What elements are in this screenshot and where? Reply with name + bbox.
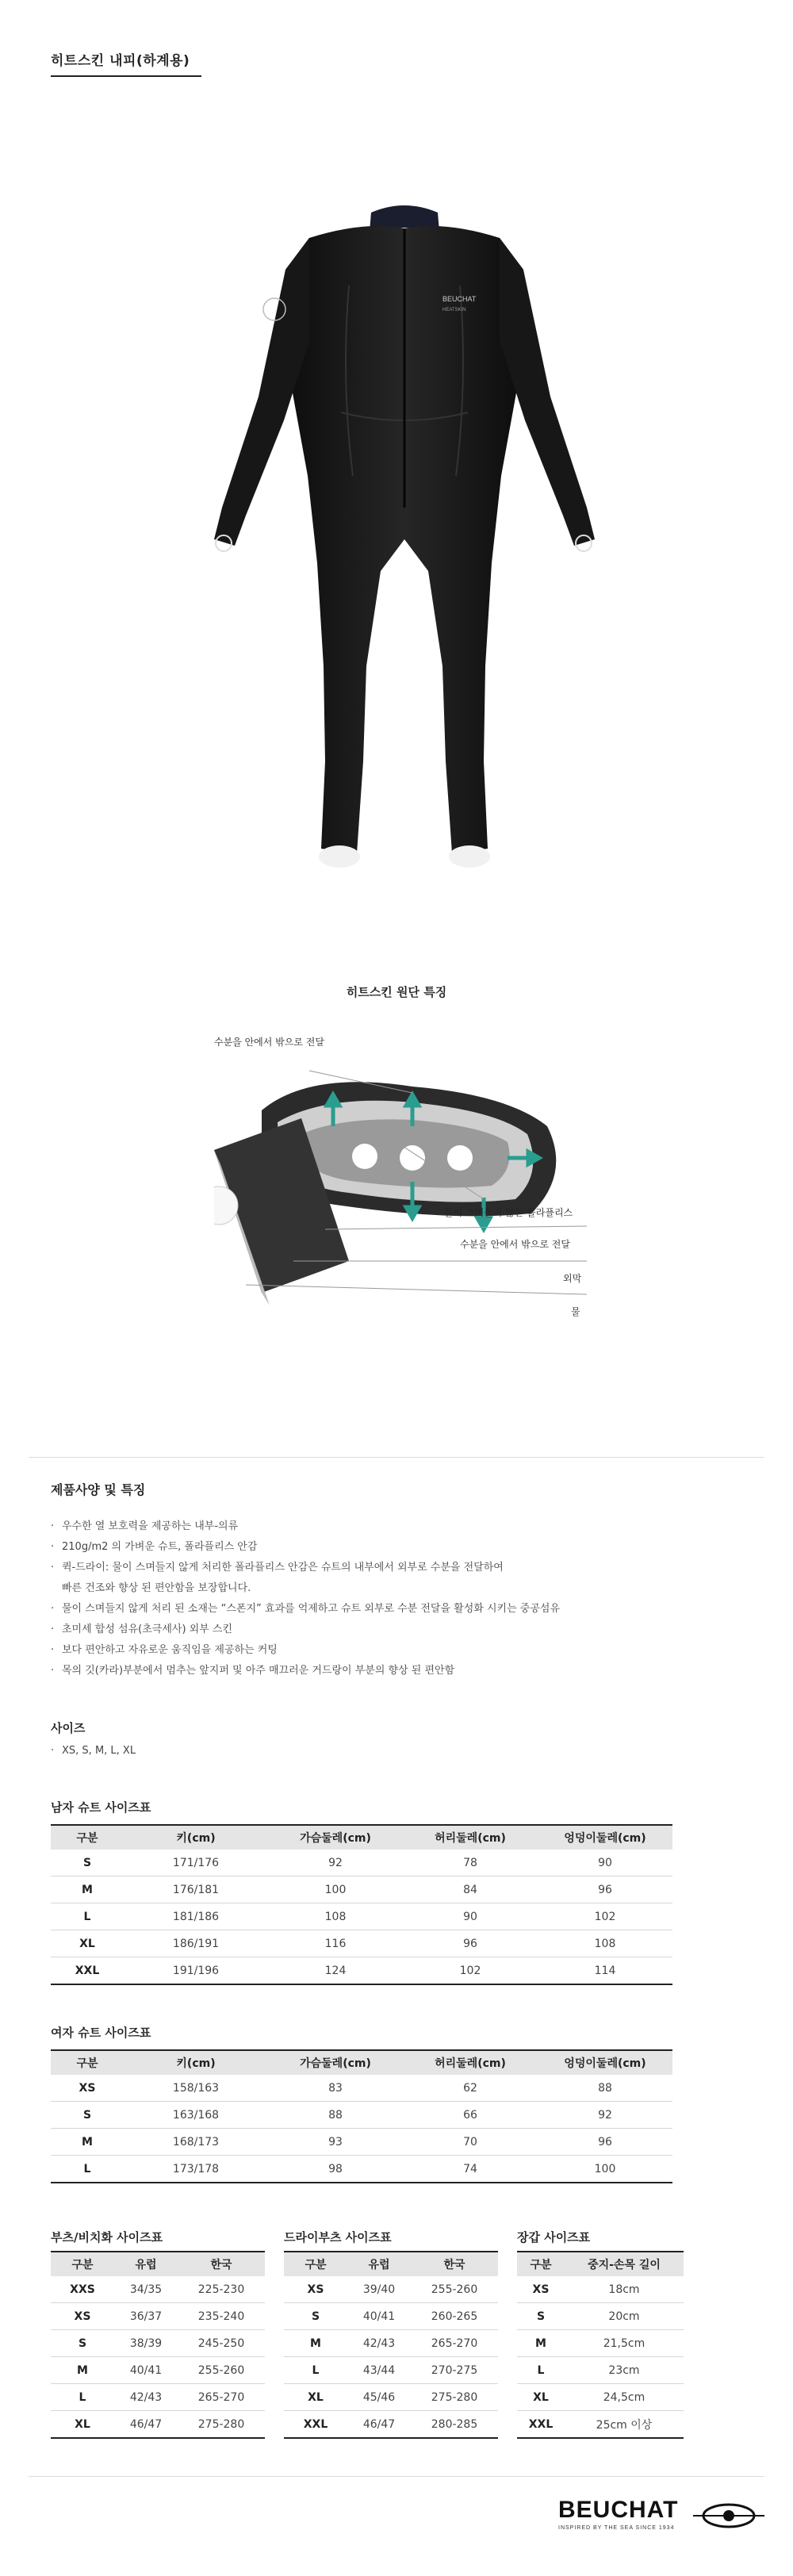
specs-title: 제품사양 및 특징 [51,1482,146,1497]
table-cell: 92 [538,2102,672,2129]
table-cell: 20cm [565,2303,684,2330]
table-cell: 168/173 [124,2129,268,2156]
table-cell: 84 [403,1876,538,1903]
table-cell: XXL [517,2411,565,2439]
table-row [51,2330,265,2357]
spec-item: 빠른 건조와 향상 된 편안함을 보장합니다. [62,1582,251,1594]
table-cell: 96 [403,1930,538,1957]
col-header: 가슴둘레(cm) [268,2050,403,2075]
fabric-title: 히트스킨 원단 특징 [346,985,447,999]
table-cell: 225-230 [178,2276,265,2303]
men-table-title: 남자 슈트 사이즈표 [51,1800,151,1815]
spec-item: · 초미세 합성 섬유(초극세사) 외부 스킨 [51,1620,749,1640]
table-cell: 265-270 [178,2384,265,2411]
table-cell: 88 [538,2075,672,2102]
table-cell: XXL [51,1957,124,1985]
women-table-title: 여자 슈트 사이즈표 [51,2026,151,2040]
table-cell: L [51,2384,114,2411]
table-cell: S [517,2303,565,2330]
table-cell: 18cm [565,2276,684,2303]
specs-list [51,1516,749,1681]
table-cell: M [517,2330,565,2357]
table-cell: 163/168 [124,2102,268,2129]
table-cell: XS [517,2276,565,2303]
table-row [51,2129,672,2156]
table-cell: 100 [538,2156,672,2183]
table-cell: 70 [403,2129,538,2156]
table-cell: 78 [403,1850,538,1876]
col-header: 구분 [51,2050,124,2075]
table-row [284,2303,498,2330]
table-row [51,2384,265,2411]
table-cell: 39/40 [347,2276,411,2303]
footer-divider [29,2476,764,2477]
table-cell: 114 [538,1957,672,1985]
table-cell: L [284,2357,347,2384]
divider [29,1457,764,1458]
col-header: 구분 [51,1825,124,1850]
table-row [517,2411,684,2439]
table-cell: S [51,2102,124,2129]
table-cell: 100 [268,1876,403,1903]
table-row [517,2384,684,2411]
table-cell: 96 [538,2129,672,2156]
spec-item: · 퀵-드라이: 물이 스며들지 않게 처리한 폴라플리스 안감은 슈트의 내부에서 외부로 수분을 전달하여 [51,1558,749,1578]
fabric-label-4: 외막 [563,1273,582,1284]
table-cell: 245-250 [178,2330,265,2357]
col-header: 구분 [284,2252,347,2276]
table-cell: XXS [51,2276,114,2303]
table-cell: XL [51,1930,124,1957]
table-cell: 62 [403,2075,538,2102]
logo-wordmark: BEUCHAT [558,2497,679,2523]
boots-table-title: 부츠/비치화 사이즈표 [51,2230,163,2244]
table-cell: S [284,2303,347,2330]
table-row [51,1850,672,1876]
col-header: 허리둘레(cm) [403,1825,538,1850]
col-header: 유럽 [114,2252,178,2276]
table-cell: 116 [268,1930,403,1957]
table-cell: 255-260 [178,2357,265,2384]
table-cell: 36/37 [114,2303,178,2330]
sizes-title: 사이즈 [51,1721,86,1735]
table-cell: 124 [268,1957,403,1985]
table-row [517,2303,684,2330]
table-row [284,2276,498,2303]
table-cell: 46/47 [114,2411,178,2439]
table-cell: XXL [284,2411,347,2439]
table-cell: 88 [268,2102,403,2129]
table-cell: S [51,2330,114,2357]
table-cell: 38/39 [114,2330,178,2357]
fish-icon [693,2500,764,2532]
table-cell: L [51,2156,124,2183]
table-row [284,2330,498,2357]
spec-item: · 210g/m2 의 가벼운 슈트, 폴라플리스 안감 [51,1537,749,1558]
table-cell: 102 [403,1957,538,1985]
table-cell: 191/196 [124,1957,268,1985]
wetsuit-image [190,190,619,888]
col-header: 키(cm) [124,1825,268,1850]
table-cell: 46/47 [347,2411,411,2439]
col-header: 구분 [517,2252,565,2276]
col-header: 가슴둘레(cm) [268,1825,403,1850]
dryboots-table-title: 드라이부츠 사이즈표 [284,2230,392,2244]
table-cell: 40/41 [114,2357,178,2384]
col-header: 중지-손목 길이 [565,2252,684,2276]
table-cell: XS [51,2303,114,2330]
table-cell: M [51,2357,114,2384]
table-cell: XS [51,2075,124,2102]
col-header: 한국 [411,2252,498,2276]
table-cell: 102 [538,1903,672,1930]
fabric-label-2: 물이 스며들지 않는 폴라플리스 [444,1207,573,1218]
fabric-diagram [214,1023,595,1340]
table-cell: 83 [268,2075,403,2102]
table-cell: 34/35 [114,2276,178,2303]
col-header: 키(cm) [124,2050,268,2075]
col-header: 엉덩이둘레(cm) [538,2050,672,2075]
men-size-table [51,1824,672,1985]
fabric-label-1: 수분을 안에서 밖으로 전달 [214,1037,324,1048]
table-cell: 235-240 [178,2303,265,2330]
beuchat-logo [558,2497,764,2544]
table-cell: 92 [268,1850,403,1876]
suit-chest-logo: BEUCHAT [442,295,477,303]
table-cell: 23cm [565,2357,684,2384]
table-row [517,2330,684,2357]
table-cell: 40/41 [347,2303,411,2330]
table-row [51,2276,265,2303]
table-cell: M [284,2330,347,2357]
table-cell: XL [517,2384,565,2411]
table-row [51,1876,672,1903]
table-row [51,2357,265,2384]
gloves-size-table [517,2251,684,2439]
spec-item: · 우수한 열 보호력을 제공하는 내부-의류 [51,1516,749,1537]
table-row [51,2411,265,2439]
spec-item: · 물이 스며들지 않게 처리 된 소재는 “스폰지” 효과를 억제하고 슈트 외부로 수분 전달을 활성화 시키는 중공섬유 [51,1599,749,1620]
table-row [51,1930,672,1957]
fabric-label-3: 수분을 안에서 밖으로 전달 [460,1239,570,1250]
spec-item: · 목의 깃(카라)부분에서 멈추는 앞지퍼 및 아주 매끄러운 거드랑이 부분의 향상 된 편안함 [51,1661,749,1681]
table-cell: 24,5cm [565,2384,684,2411]
fabric-label-5: 물 [571,1306,580,1317]
col-header: 허리둘레(cm) [403,2050,538,2075]
sizes-value: · XS, S, M, L, XL [51,1741,136,1761]
table-cell: 275-280 [178,2411,265,2439]
table-cell: 186/191 [124,1930,268,1957]
table-cell: 74 [403,2156,538,2183]
table-cell: 255-260 [411,2276,498,2303]
table-row [51,1957,672,1985]
boots-size-table [51,2251,265,2439]
table-cell: 181/186 [124,1903,268,1930]
col-header: 구분 [51,2252,114,2276]
table-cell: 45/46 [347,2384,411,2411]
sizes-list [51,1741,136,1761]
table-row [517,2276,684,2303]
table-cell: 90 [538,1850,672,1876]
gloves-table-title: 장갑 사이즈표 [517,2230,591,2244]
table-cell: 98 [268,2156,403,2183]
table-cell: M [51,2129,124,2156]
table-row [51,2303,265,2330]
table-cell: 260-265 [411,2303,498,2330]
table-cell: XL [51,2411,114,2439]
table-row [51,2102,672,2129]
table-cell: S [51,1850,124,1876]
table-cell: 25cm 이상 [565,2411,684,2439]
table-cell: 108 [538,1930,672,1957]
table-row [284,2357,498,2384]
table-row [51,2156,672,2183]
table-row [284,2384,498,2411]
table-row [51,1903,672,1930]
table-row [517,2357,684,2384]
table-cell: 270-275 [411,2357,498,2384]
table-cell: 43/44 [347,2357,411,2384]
table-cell: L [517,2357,565,2384]
spec-item: · 보다 편안하고 자유로운 움직임을 제공하는 커팅 [51,1640,749,1661]
table-cell: 42/43 [347,2330,411,2357]
table-row [51,2075,672,2102]
col-header: 유럽 [347,2252,411,2276]
page-title: 히트스킨 내피(하계용) [51,49,201,77]
table-cell: L [51,1903,124,1930]
table-cell: 66 [403,2102,538,2129]
table-cell: 21,5cm [565,2330,684,2357]
table-cell: 93 [268,2129,403,2156]
col-header: 엉덩이둘레(cm) [538,1825,672,1850]
logo-tagline: INSPIRED BY THE SEA SINCE 1934 [558,2525,675,2531]
table-cell: XS [284,2276,347,2303]
table-cell: 171/176 [124,1850,268,1876]
table-cell: 90 [403,1903,538,1930]
table-cell: 275-280 [411,2384,498,2411]
women-size-table [51,2049,672,2183]
table-cell: 280-285 [411,2411,498,2439]
dryboots-size-table [284,2251,498,2439]
table-cell: 158/163 [124,2075,268,2102]
table-cell: 108 [268,1903,403,1930]
col-header: 한국 [178,2252,265,2276]
table-cell: 96 [538,1876,672,1903]
suit-chest-sub: HEATSKIN [442,308,466,312]
table-cell: 42/43 [114,2384,178,2411]
table-row [284,2411,498,2439]
table-cell: XL [284,2384,347,2411]
table-cell: 265-270 [411,2330,498,2357]
table-cell: 173/178 [124,2156,268,2183]
table-cell: 176/181 [124,1876,268,1903]
table-cell: M [51,1876,124,1903]
